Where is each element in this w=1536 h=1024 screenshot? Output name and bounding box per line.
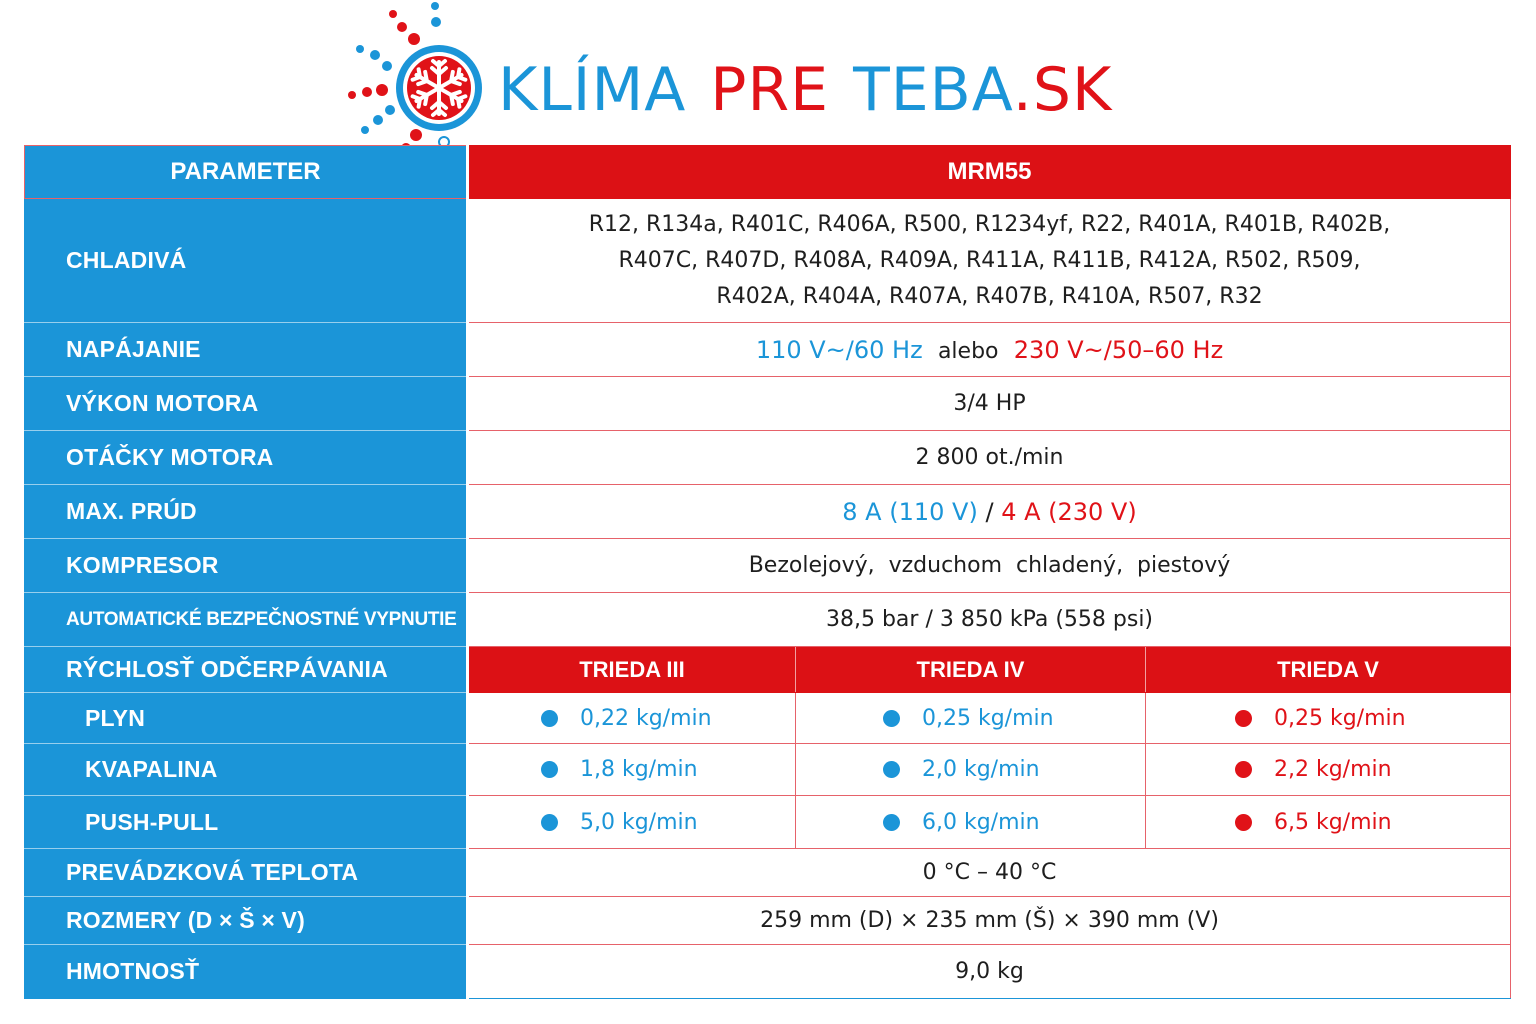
row-power-supply <box>25 323 1511 377</box>
value-motor-power: 3/4 HP <box>468 377 1511 431</box>
current-110v: 8 A (110 V) <box>842 497 978 526</box>
row-safety-cutoff <box>25 593 1511 647</box>
rate-liquid-class-iii <box>468 744 796 796</box>
value-max-current <box>468 485 1511 539</box>
bullet-dot-icon <box>541 710 558 727</box>
rate-value: 1,8 kg/min <box>580 757 698 782</box>
row-rate-liquid <box>25 744 1511 796</box>
row-recovery-rate <box>25 647 1511 693</box>
label-refrigerants: CHLADIVÁ <box>25 199 468 323</box>
label-operating-temp: PREVÁDZKOVÁ TEPLOTA <box>25 849 468 897</box>
value-motor-speed: 2 800 ot./min <box>468 431 1511 485</box>
rate-gas-class-iv <box>796 693 1146 744</box>
rate-push-pull-class-v <box>1146 796 1511 849</box>
rate-liquid-class-v <box>1146 744 1511 796</box>
row-refrigerants <box>25 199 1511 323</box>
brand-word-sk: .SK <box>1012 55 1113 125</box>
row-dimensions <box>25 897 1511 945</box>
label-rate-gas: PLYN <box>25 693 468 744</box>
bullet-dot-icon <box>1235 710 1252 727</box>
value-dimensions: 259 mm (D) × 235 mm (Š) × 390 mm (V) <box>468 897 1511 945</box>
refrigerants-line-3: R402A, R404A, R407A, R407B, R410A, R507, R32 <box>716 283 1263 309</box>
power-110v: 110 V~/60 Hz <box>755 335 923 364</box>
label-rate-liquid: KVAPALINA <box>25 744 468 796</box>
rate-value: 2,0 kg/min <box>922 757 1040 782</box>
current-230v: 4 A (230 V) <box>1001 497 1137 526</box>
rate-value: 0,25 kg/min <box>922 705 1054 731</box>
label-motor-speed: OTÁČKY MOTORA <box>25 431 468 485</box>
power-230v: 230 V~/50–60 Hz <box>1013 335 1224 364</box>
label-recovery-rate: RÝCHLOSŤ ODČERPÁVANIA <box>25 647 468 693</box>
rate-liquid-class-iv <box>796 744 1146 796</box>
label-rate-push-pull: PUSH-PULL <box>25 796 468 849</box>
bullet-dot-icon <box>541 761 558 778</box>
row-motor-speed <box>25 431 1511 485</box>
bullet-dot-icon <box>541 814 558 831</box>
current-separator: / <box>985 497 994 526</box>
value-safety-cutoff: 38,5 bar / 3 850 kPa (558 psi) <box>468 593 1511 647</box>
label-compressor: KOMPRESOR <box>25 539 468 593</box>
row-compressor <box>25 539 1511 593</box>
brand-word-teba: TEBA <box>853 55 1013 125</box>
bullet-dot-icon <box>883 761 900 778</box>
label-motor-power: VÝKON MOTORA <box>25 377 468 431</box>
rate-push-pull-class-iii <box>468 796 796 849</box>
rate-gas-class-iii <box>468 693 796 744</box>
row-rate-push-pull <box>25 796 1511 849</box>
row-weight <box>25 945 1511 999</box>
label-weight: HMOTNOSŤ <box>25 945 468 999</box>
row-rate-gas <box>25 693 1511 744</box>
rate-value: 0,25 kg/min <box>1274 705 1406 731</box>
rate-gas-class-v <box>1146 693 1511 744</box>
label-max-current: MAX. PRÚD <box>25 485 468 539</box>
refrigerants-line-1: R12, R134a, R401C, R406A, R500, R1234yf, R22, R401A, R401B, R402B, <box>588 211 1391 237</box>
table-header-row <box>25 146 1511 199</box>
row-operating-temp <box>25 849 1511 897</box>
brand-word-pre: PRE <box>710 55 830 125</box>
row-motor-power <box>25 377 1511 431</box>
header-model: MRM55 <box>468 146 1511 199</box>
rate-value: 6,0 kg/min <box>922 809 1040 835</box>
refrigerants-line-2: R407C, R407D, R408A, R409A, R411A, R411B, R412A, R502, R509, <box>618 247 1361 273</box>
class-iii-header: TRIEDA III <box>468 647 796 693</box>
bullet-dot-icon <box>1235 761 1252 778</box>
brand-logo <box>498 50 1112 130</box>
bullet-dot-icon <box>1235 814 1252 831</box>
row-max-current <box>25 485 1511 539</box>
label-safety-cutoff: AUTOMATICKÉ BEZPEČNOSTNÉ VYPNUTIE <box>25 593 468 647</box>
value-refrigerants <box>468 199 1511 323</box>
rate-push-pull-class-iv <box>796 796 1146 849</box>
rate-value: 6,5 kg/min <box>1274 809 1392 835</box>
value-compressor: Bezolejový, vzduchom chladený, piestový <box>468 539 1511 593</box>
spec-table <box>24 145 1511 999</box>
value-operating-temp: 0 °C – 40 °C <box>468 849 1511 897</box>
value-power-supply <box>468 323 1511 377</box>
power-separator: alebo <box>937 338 999 364</box>
value-weight: 9,0 kg <box>468 945 1511 999</box>
class-v-header: TRIEDA V <box>1146 647 1511 693</box>
rate-value: 5,0 kg/min <box>580 809 698 835</box>
label-dimensions: ROZMERY (D × Š × V) <box>25 897 468 945</box>
bullet-dot-icon <box>883 814 900 831</box>
header-parameter: PARAMETER <box>25 146 468 199</box>
label-power-supply: NAPÁJANIE <box>25 323 468 377</box>
rate-value: 2,2 kg/min <box>1274 757 1392 782</box>
bullet-dot-icon <box>883 710 900 727</box>
rate-value: 0,22 kg/min <box>580 705 712 731</box>
class-iv-header: TRIEDA IV <box>796 647 1146 693</box>
brand-word-klima: KLÍMA <box>498 55 687 125</box>
